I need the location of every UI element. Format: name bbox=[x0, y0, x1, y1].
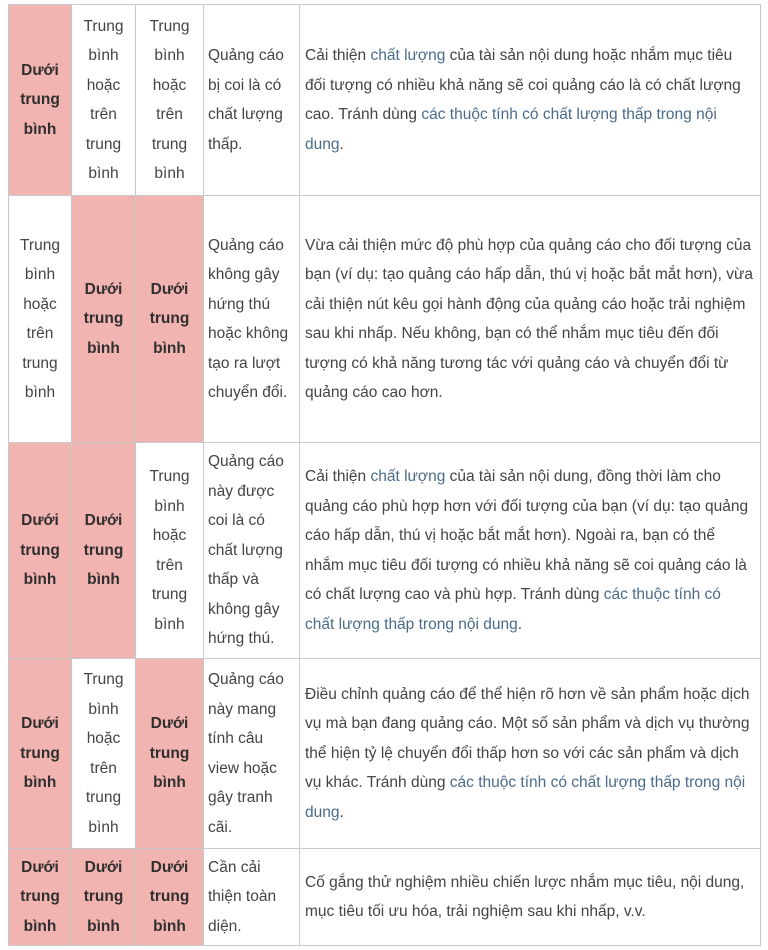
diagnosis-cell: Cần cải thiện toàn diện. bbox=[204, 849, 300, 946]
recommended-action-cell bbox=[300, 849, 761, 946]
table-row bbox=[9, 443, 761, 659]
ranking-cell-3: Dưới trung bình bbox=[136, 196, 204, 443]
inline-link[interactable]: chất lượng bbox=[370, 47, 446, 64]
ranking-cell-2: Dưới trung bình bbox=[72, 443, 136, 659]
inline-link[interactable]: các thuộc tính có chất lượng thấp trong nội dung bbox=[305, 774, 746, 821]
ranking-cell-1: Dưới trung bình bbox=[9, 849, 72, 946]
ranking-cell-2: Trung bình hoặc trên trung bình bbox=[72, 5, 136, 196]
action-text: . bbox=[339, 135, 344, 153]
inline-link[interactable]: chất lượng bbox=[370, 468, 446, 485]
table-row bbox=[9, 196, 761, 443]
action-text: Điều chỉnh quảng cáo để thể hiện rõ hơn về sản phẩm hoặc dịch vụ mà bạn đang quảng cáo. Một số sản phẩm và dịch vụ thường thể hiện tỷ lệ chuyển đổi thấp hơn so với các sản phẩm và dịch vụ khác. Tránh dùng bbox=[305, 685, 750, 792]
table-row bbox=[9, 659, 761, 849]
ranking-cell-2: Dưới trung bình bbox=[72, 849, 136, 946]
ranking-cell-2: Dưới trung bình bbox=[72, 196, 136, 443]
ranking-cell-3: Trung bình hoặc trên trung bình bbox=[136, 5, 204, 196]
recommended-action-cell bbox=[300, 196, 761, 443]
table-row bbox=[9, 849, 761, 946]
ranking-cell-3: Dưới trung bình bbox=[136, 849, 204, 946]
diagnosis-cell: Quảng cáo bị coi là có chất lượng thấp. bbox=[204, 5, 300, 196]
diagnosis-cell: Quảng cáo không gây hứng thú hoặc không tạo ra lượt chuyển đổi. bbox=[204, 196, 300, 443]
ranking-cell-1: Dưới trung bình bbox=[9, 659, 72, 849]
action-text: Cố gắng thử nghiệm nhiều chiến lược nhắm mục tiêu, nội dung, mục tiêu tối ưu hóa, trải nghiệm sau khi nhấp, v.v. bbox=[305, 873, 745, 920]
action-text: Cải thiện bbox=[305, 468, 371, 485]
ranking-cell-1: Dưới trung bình bbox=[9, 443, 72, 659]
inline-link[interactable]: các thuộc tính có chất lượng thấp trong nội dung bbox=[305, 586, 721, 633]
action-text: của tài sản nội dung, đồng thời làm cho quảng cáo phù hợp hơn với đối tượng của bạn (ví dụ: tạo quảng cáo hấp dẫn, thú vị hoặc bắt mắt hơn). Ngoài ra, bạn có thể nhắm mục tiêu đối tượng có nhiều khả năng sẽ coi quảng cáo là có chất lượng cao và phù hợp. Tránh dùng bbox=[305, 468, 749, 603]
diagnosis-cell: Quảng cáo này mang tính câu view hoặc gây tranh cãi. bbox=[204, 659, 300, 849]
ranking-cell-1: Trung bình hoặc trên trung bình bbox=[9, 196, 72, 443]
action-text: Cải thiện bbox=[305, 47, 371, 64]
ranking-cell-2: Trung bình hoặc trên trung bình bbox=[72, 659, 136, 849]
ranking-cell-3: Trung bình hoặc trên trung bình bbox=[136, 443, 204, 659]
action-text: Vừa cải thiện mức độ phù hợp của quảng cáo cho đối tượng của bạn (ví dụ: tạo quảng cáo hấp dẫn, thú vị hoặc bắt mắt hơn), vừa cải thiện nút kêu gọi hành động của quảng cáo hoặc trải nghiệm sau khi nhấp. Nếu không, bạn có thể nhắm mục tiêu đến đối tượng có khả năng tương tác với quảng cáo và chuyển đổi từ quảng cáo cao hơn. bbox=[305, 236, 753, 401]
action-text: của tài sản nội dung hoặc nhắm mục tiêu đối tượng có nhiều khả năng sẽ coi quảng cáo là có chất lượng cao. Tránh dùng bbox=[305, 47, 741, 123]
ad-relevance-diagnostics-table bbox=[8, 4, 761, 946]
table-row bbox=[9, 5, 761, 196]
recommended-action-cell bbox=[300, 5, 761, 196]
ranking-cell-3: Dưới trung bình bbox=[136, 659, 204, 849]
recommended-action-cell bbox=[300, 443, 761, 659]
action-text: . bbox=[339, 803, 344, 821]
diagnosis-cell: Quảng cáo này được coi là có chất lượng thấp và không gây hứng thú. bbox=[204, 443, 300, 659]
action-text: . bbox=[517, 615, 523, 633]
recommended-action-cell bbox=[300, 659, 761, 849]
inline-link[interactable]: các thuộc tính có chất lượng thấp trong nội dung bbox=[305, 106, 717, 153]
ranking-cell-1: Dưới trung bình bbox=[9, 5, 72, 196]
